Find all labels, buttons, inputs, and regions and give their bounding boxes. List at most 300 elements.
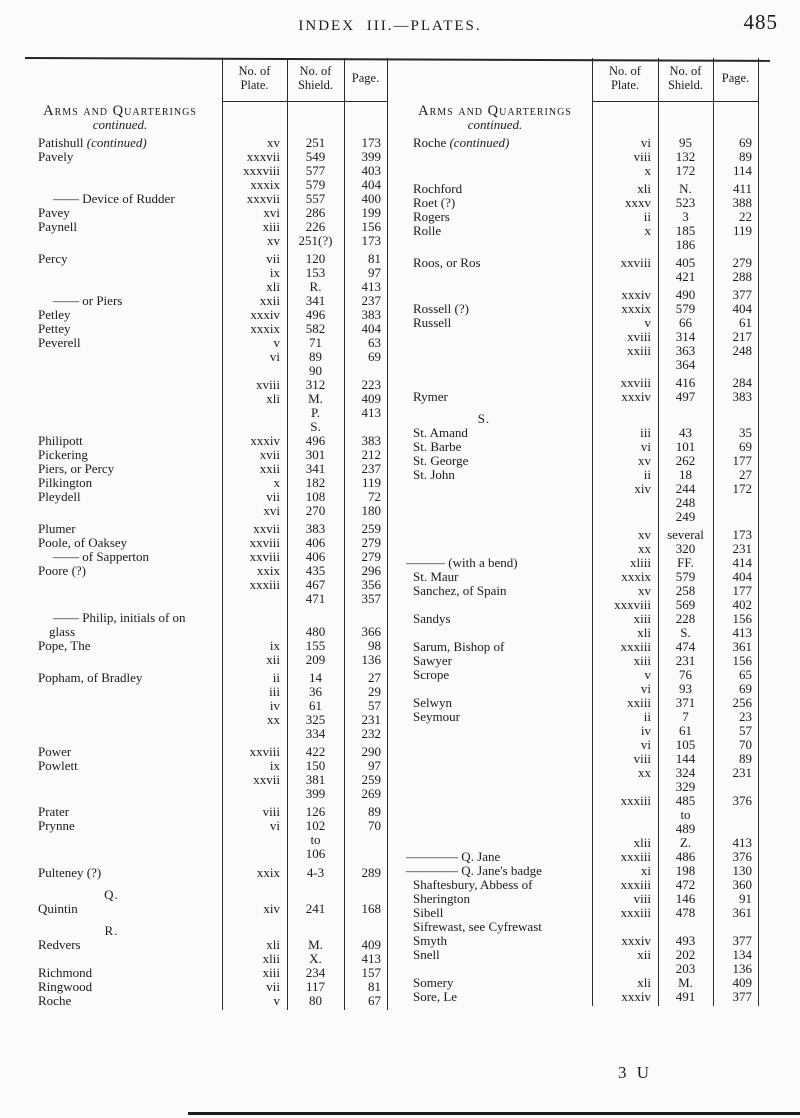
page-cell: 259 <box>361 772 381 787</box>
shield-cell: 324 <box>675 765 696 780</box>
page-cell: 259 <box>361 521 381 536</box>
table-row <box>25 206 388 220</box>
shield-cell: 549 <box>305 149 326 164</box>
table-row <box>400 682 759 696</box>
shield-cell: 226 <box>305 219 326 234</box>
table-row <box>400 850 759 864</box>
table-row <box>400 766 759 780</box>
shield-cell: 490 <box>675 287 696 302</box>
entry-name: —— Device of Rudder <box>53 191 175 206</box>
table-row <box>400 752 759 766</box>
table-row <box>25 406 388 420</box>
page-cell: 409 <box>361 391 381 406</box>
entry-name <box>400 724 592 738</box>
printers-signature: 3 U <box>618 1063 653 1082</box>
shield-cell: 496 <box>305 433 326 448</box>
page-cell <box>344 888 387 902</box>
page-cell <box>713 808 758 822</box>
shield-cell: 244 <box>675 481 696 496</box>
entry-name: Roche <box>38 993 72 1008</box>
shield-cell: 421 <box>675 269 696 284</box>
plate-cell: xiii <box>262 965 280 980</box>
entry-name: R. <box>104 923 119 938</box>
table-row <box>25 178 388 192</box>
entry-name <box>25 392 222 406</box>
entry-name <box>25 406 222 420</box>
page-cell <box>344 833 387 847</box>
shield-cell: 489 <box>675 821 696 836</box>
plate-cell: vi <box>640 135 651 150</box>
plate-cell: ix <box>269 638 280 653</box>
table-row <box>400 948 759 962</box>
plate-cell: xxvii <box>253 772 280 787</box>
page-cell: 413 <box>361 279 381 294</box>
entry-name: St. Amand <box>413 425 468 440</box>
entry-name <box>400 738 592 752</box>
table-row <box>25 805 388 819</box>
plate-cell: v <box>273 335 280 350</box>
page-cell: 413 <box>361 951 381 966</box>
entry-name <box>400 482 592 496</box>
entry-name: Russell <box>413 315 452 330</box>
page-cell: 136 <box>361 652 381 667</box>
plate-cell: xiii <box>633 653 651 668</box>
entry-name: Smyth <box>413 933 447 948</box>
plate-cell: ii <box>643 467 651 482</box>
entry-name: Philipott <box>38 433 83 448</box>
table-row <box>25 364 388 378</box>
table-row <box>400 426 759 440</box>
plate-cell: xxxviii <box>243 163 280 178</box>
table-row <box>25 924 388 938</box>
entry-name <box>25 178 222 192</box>
shield-cell: 231 <box>675 653 696 668</box>
plate-cell: xvi <box>263 503 280 518</box>
entry-name: Redvers <box>38 937 81 952</box>
page-cell <box>713 920 758 934</box>
plate-cell: xxxiii <box>620 877 651 892</box>
entry-name <box>400 822 592 836</box>
page-cell: 180 <box>361 503 381 518</box>
shield-cell: 312 <box>305 377 326 392</box>
page-cell: 361 <box>732 639 752 654</box>
shield-cell: 144 <box>675 751 696 766</box>
table-row <box>400 136 759 150</box>
page-cell <box>713 496 758 510</box>
page-cell: 279 <box>732 255 752 270</box>
page-cell: 89 <box>368 804 381 819</box>
table-row <box>25 713 388 727</box>
plate-cell: xxxiv <box>621 389 651 404</box>
table-row <box>400 822 759 836</box>
shield-cell: 182 <box>305 475 326 490</box>
entry-name: Petley <box>38 307 71 322</box>
page-cell <box>344 611 387 625</box>
page-cell: 156 <box>732 611 752 626</box>
page-cell: 65 <box>739 667 752 682</box>
page-cell: 284 <box>732 375 752 390</box>
table-row <box>25 759 388 773</box>
shield-cell <box>658 920 713 934</box>
table-row <box>25 308 388 322</box>
page-cell <box>713 238 758 252</box>
table-row <box>25 550 388 564</box>
shield-cell: 71 <box>309 335 322 350</box>
shield-cell: 14 <box>309 670 322 685</box>
entry-name <box>25 787 222 801</box>
page-cell: 413 <box>361 405 381 420</box>
entry-name: Sawyer <box>413 653 452 668</box>
table-row <box>25 564 388 578</box>
shield-cell: 43 <box>679 425 692 440</box>
entry-name: Powlett <box>38 758 78 773</box>
table-row <box>400 182 759 196</box>
shield-cell: 251 <box>305 135 326 150</box>
shield-cell: 155 <box>305 638 326 653</box>
shield-cell: 363 <box>675 343 696 358</box>
entry-name <box>25 653 222 667</box>
page-cell <box>344 924 387 938</box>
entry-name: Poore (?) <box>38 563 87 578</box>
entry-name: Scrope <box>413 667 450 682</box>
page-cell: 404 <box>732 301 752 316</box>
table-row <box>25 952 388 966</box>
entry-name <box>400 376 592 390</box>
page-cell <box>344 364 387 378</box>
plate-cell: xxxiv <box>250 433 280 448</box>
entry-name: Shaftesbury, Abbess of <box>413 877 533 892</box>
page-cell: 157 <box>361 965 381 980</box>
col-header-page: Page. <box>713 58 758 102</box>
table-row <box>25 252 388 266</box>
plate-cell: viii <box>262 804 280 819</box>
shield-cell: 108 <box>305 489 326 504</box>
shield-cell: 364 <box>675 357 696 372</box>
bottom-rule <box>188 1112 800 1115</box>
table-row <box>400 906 759 920</box>
entry-name: Paynell <box>38 219 77 234</box>
plate-cell: xxxix <box>621 301 651 316</box>
shield-cell: 579 <box>675 301 696 316</box>
page-cell: 27 <box>368 670 381 685</box>
plate-cell <box>222 592 287 606</box>
shield-cell: 491 <box>675 989 696 1004</box>
shield-cell: 3 <box>682 209 689 224</box>
plate-cell: xviii <box>256 377 280 392</box>
table-row <box>400 344 759 358</box>
page-cell <box>713 822 758 836</box>
page-cell: 97 <box>368 265 381 280</box>
table-row <box>400 556 759 570</box>
shield-cell: 102 <box>305 818 326 833</box>
entry-name <box>25 713 222 727</box>
entry-name <box>25 280 222 294</box>
entry-name: St. John <box>413 467 455 482</box>
plate-cell: xli <box>266 937 280 952</box>
plate-cell: vii <box>266 979 280 994</box>
page-cell: 403 <box>361 163 381 178</box>
page-cell: 231 <box>732 541 752 556</box>
table-row <box>400 668 759 682</box>
plate-cell: xvii <box>259 447 280 462</box>
table-row <box>400 482 759 496</box>
table-row <box>25 522 388 536</box>
table-row <box>25 136 388 150</box>
table-row <box>400 390 759 404</box>
plate-cell: xxxvii <box>246 149 280 164</box>
table-row <box>25 504 388 518</box>
entry-name: Q. <box>104 887 119 902</box>
entry-name <box>25 266 222 280</box>
shield-cell: 579 <box>305 177 326 192</box>
plate-cell: xxxviii <box>614 597 651 612</box>
table-row <box>25 234 388 248</box>
entry-name: ———— Q. Jane's badge <box>406 863 542 878</box>
table-row <box>400 330 759 344</box>
entry-name: Rymer <box>413 389 448 404</box>
page-cell: 377 <box>732 933 752 948</box>
entry-name <box>25 578 222 592</box>
shield-cell: 101 <box>675 439 696 454</box>
page-cell: 130 <box>732 863 752 878</box>
entry-name <box>400 542 592 556</box>
shield-cell: Z. <box>679 835 692 850</box>
plate-cell: viii <box>633 891 651 906</box>
entry-name: Patishull (continued) <box>38 135 147 150</box>
entry-name <box>400 836 592 850</box>
entry-name: Plumer <box>38 521 76 536</box>
table-row <box>400 288 759 302</box>
shield-cell: 203 <box>675 961 696 976</box>
shield-cell: 106 <box>305 846 326 861</box>
table-row <box>400 238 759 252</box>
shield-cell: FF. <box>677 555 694 570</box>
table-row <box>400 412 759 426</box>
shield-cell: N. <box>679 181 692 196</box>
plate-cell: xxxiii <box>249 577 280 592</box>
plate-cell: xxxiv <box>250 307 280 322</box>
plate-cell <box>222 625 287 639</box>
page-cell: 223 <box>361 377 381 392</box>
entry-name: —— or Piers <box>53 293 123 308</box>
plate-cell <box>222 727 287 741</box>
table-row <box>400 376 759 390</box>
shield-cell <box>287 611 344 625</box>
table-row <box>400 270 759 284</box>
table-row <box>400 780 759 794</box>
table-row <box>400 724 759 738</box>
plate-cell: iii <box>640 425 651 440</box>
shield-cell: 209 <box>305 652 326 667</box>
page-cell: 217 <box>732 329 752 344</box>
table-row <box>25 625 388 639</box>
page-cell: 231 <box>361 712 381 727</box>
entry-name <box>25 699 222 713</box>
col-header-page: Page. <box>344 58 387 102</box>
table-row <box>400 224 759 238</box>
table-row <box>25 866 388 880</box>
table-row <box>400 710 759 724</box>
page-cell: 89 <box>739 149 752 164</box>
page-cell: 399 <box>361 149 381 164</box>
shield-cell: 202 <box>675 947 696 962</box>
plate-cell <box>592 496 658 510</box>
page-cell <box>713 510 758 524</box>
shield-cell: 258 <box>675 583 696 598</box>
shield-cell: 198 <box>675 863 696 878</box>
page-cell: 35 <box>739 425 752 440</box>
table-row <box>25 653 388 667</box>
plate-cell: xxxiv <box>621 933 651 948</box>
page-cell: 119 <box>361 475 381 490</box>
page-cell: 404 <box>361 177 381 192</box>
plate-cell: xiii <box>262 219 280 234</box>
shield-cell: P. <box>310 405 321 420</box>
shield-cell: 486 <box>675 849 696 864</box>
table-row <box>25 392 388 406</box>
table-row <box>400 584 759 598</box>
shield-cell: 249 <box>675 509 696 524</box>
entry-name <box>25 847 222 861</box>
entry-name <box>25 952 222 966</box>
shield-cell: 95 <box>679 135 692 150</box>
entry-name <box>400 344 592 358</box>
shield-cell: 467 <box>305 577 326 592</box>
entry-name <box>25 833 222 847</box>
entry-name <box>25 350 222 364</box>
page-cell: 81 <box>368 979 381 994</box>
table-row <box>25 448 388 462</box>
shield-cell <box>658 412 713 426</box>
page-cell <box>344 847 387 861</box>
entry-name: Percy <box>38 251 68 266</box>
plate-cell: xxxix <box>621 569 651 584</box>
shield-cell: 120 <box>305 251 326 266</box>
table-row <box>25 611 388 625</box>
entry-name: Ringwood <box>38 979 93 994</box>
shield-cell <box>287 924 344 938</box>
plate-cell: xxix <box>256 865 280 880</box>
entry-name <box>25 234 222 248</box>
table-row <box>25 266 388 280</box>
shield-cell: 472 <box>675 877 696 892</box>
page-cell <box>713 358 758 372</box>
plate-cell <box>222 833 287 847</box>
page-cell: 360 <box>732 877 752 892</box>
plate-cell: iii <box>269 684 280 699</box>
plate-cell: x <box>644 223 651 238</box>
table-row <box>400 934 759 948</box>
plate-cell <box>222 787 287 801</box>
table-row <box>25 994 388 1008</box>
table-row <box>25 578 388 592</box>
plate-cell: xiv <box>263 901 280 916</box>
plate-cell: ii <box>643 709 651 724</box>
page-cell: 97 <box>368 758 381 773</box>
shield-cell: 496 <box>305 307 326 322</box>
plate-cell: xv <box>638 583 651 598</box>
entry-name: Roos, or Ros <box>413 255 481 270</box>
shield-cell: 320 <box>675 541 696 556</box>
table-row <box>400 164 759 178</box>
table-row <box>25 192 388 206</box>
table-row <box>25 787 388 801</box>
page-cell: 69 <box>368 349 381 364</box>
shield-cell: 474 <box>675 639 696 654</box>
page-cell: 119 <box>732 223 752 238</box>
shield-cell: 61 <box>309 698 322 713</box>
page-cell: 177 <box>732 583 752 598</box>
entry-name <box>400 238 592 252</box>
page-cell <box>713 412 758 426</box>
plate-cell: ii <box>272 670 280 685</box>
page-cell: 377 <box>732 989 752 1004</box>
page-cell: 168 <box>361 901 381 916</box>
page-cell: 404 <box>732 569 752 584</box>
shield-cell: 480 <box>305 624 326 639</box>
entry-name: Sherington <box>413 891 471 906</box>
plate-cell: xx <box>638 541 651 556</box>
table-row <box>25 745 388 759</box>
table-row <box>400 542 759 556</box>
shield-cell: 89 <box>309 349 322 364</box>
table-row <box>25 847 388 861</box>
plate-cell: v <box>273 993 280 1008</box>
plate-cell: xxxiii <box>620 905 651 920</box>
page-cell: 72 <box>368 489 381 504</box>
shield-cell: 66 <box>679 315 692 330</box>
table-row <box>25 322 388 336</box>
plate-cell: xxiii <box>627 343 651 358</box>
entry-name: Richmond <box>38 965 93 980</box>
table-row <box>25 150 388 164</box>
plate-cell: viii <box>633 149 651 164</box>
plate-cell: xii <box>637 947 651 962</box>
plate-cell: viii <box>633 751 651 766</box>
shield-cell: 241 <box>305 901 326 916</box>
shield-cell: 93 <box>679 681 692 696</box>
page-number: 485 <box>743 10 778 34</box>
page-cell: 279 <box>361 549 381 564</box>
shield-cell: M. <box>308 391 323 406</box>
entry-name <box>400 270 592 284</box>
table-row <box>400 808 759 822</box>
table-row <box>400 794 759 808</box>
shield-cell: 146 <box>675 891 696 906</box>
plate-cell: vii <box>266 251 280 266</box>
table-row <box>400 256 759 270</box>
entry-name: —— of Sapperton <box>53 549 150 564</box>
shield-cell: 234 <box>305 965 326 980</box>
shield-cell: 399 <box>305 786 326 801</box>
shield-cell: 150 <box>305 758 326 773</box>
shield-cell: 422 <box>305 744 326 759</box>
entry-name <box>400 780 592 794</box>
table-row <box>25 888 388 902</box>
shield-cell: 435 <box>305 563 326 578</box>
shield-cell: 478 <box>675 905 696 920</box>
entry-name: Quintin <box>38 901 78 916</box>
table-row <box>400 496 759 510</box>
entry-name <box>400 496 592 510</box>
entry-name: Popham, of Bradley <box>38 670 143 685</box>
page-cell: 409 <box>732 975 752 990</box>
entry-name <box>400 288 592 302</box>
plate-cell: xxxiii <box>620 793 651 808</box>
shield-cell: 80 <box>309 993 322 1008</box>
shield-cell: 301 <box>305 447 326 462</box>
entry-name <box>400 626 592 640</box>
